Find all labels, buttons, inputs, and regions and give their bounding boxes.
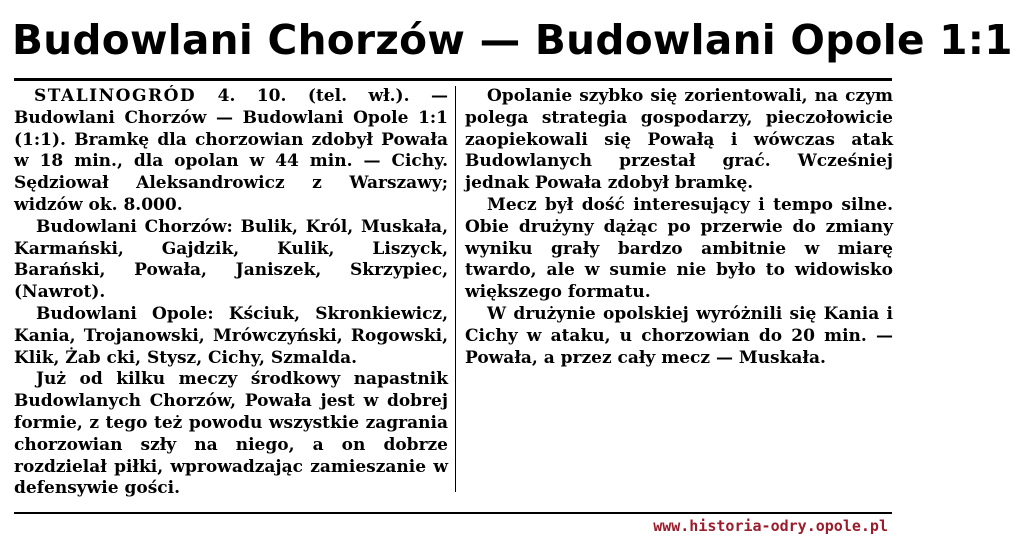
- article-paragraph: [14, 86, 448, 217]
- article-paragraph: Już od kilku meczy środkowy napastnik Budowlanych Chorzów, Powała jest w dobrej formie, z tego też powodu wszystkie zagrania chorzowian szły na niego, a on dobrze rozdzielał piłki, wprowadzając zamieszanie w defensywie gości.: [14, 369, 448, 499]
- article-paragraph: Budowlani Chorzów: Bulik, Król, Muskała, Karmański, Gajdzik, Kulik, Liszyck, Barański, Powała, Janiszek, Skrzypiec, (Nawrot).: [14, 216, 448, 303]
- column-divider: [455, 86, 456, 492]
- headline: Budowlani Chorzów — Budowlani Opole 1:1: [12, 16, 1013, 64]
- article-column-left: [14, 86, 448, 499]
- article-paragraph: Opolanie szybko się zorientowali, na czym polega strategia gospodarzy, pieczołowicie zaopiekowali się Powałą i wówczas atak Budowlanych przestał grać. Wcześniej jednak Powała zdobył bramkę.: [465, 86, 893, 194]
- lead-place: STALINOGRÓD: [34, 86, 197, 106]
- article-paragraph: Budowlani Opole: Kściuk, Skronkiewicz, Kania, Trojanowski, Mrówczyński, Rogowski, Klik, Żab cki, Stysz, Cichy, Szmalda.: [14, 303, 448, 368]
- headline-rule: [14, 78, 892, 81]
- lead-text: 4. 10. (tel. wł.). — Budowlani Chorzów — Budowlani Opole 1:1 (1:1). Bramkę dla chorzowian zdobył Powała w 18 min., dla opolan w 44 min. — Cichy. Sędziował Aleksandrowicz z Warszawy; widzów ok. 8.000.: [14, 86, 448, 215]
- article-paragraph: W drużynie opolskiej wyróżnili się Kania i Cichy w ataku, u chorzowian do 20 min. — Powała, a przez cały mecz — Muskała.: [465, 303, 893, 368]
- source-link[interactable]: www.historia-odry.opole.pl: [653, 517, 888, 535]
- article-paragraph: Mecz był dość interesujący i tempo silne. Obie drużyny dążąc po przerwie do zmiany wyniku grały bardzo ambitnie w miarę twardo, ale w sumie nie było to widowisko większego formatu.: [465, 194, 893, 303]
- article-column-right: [465, 86, 893, 494]
- footer-rule: [14, 512, 892, 514]
